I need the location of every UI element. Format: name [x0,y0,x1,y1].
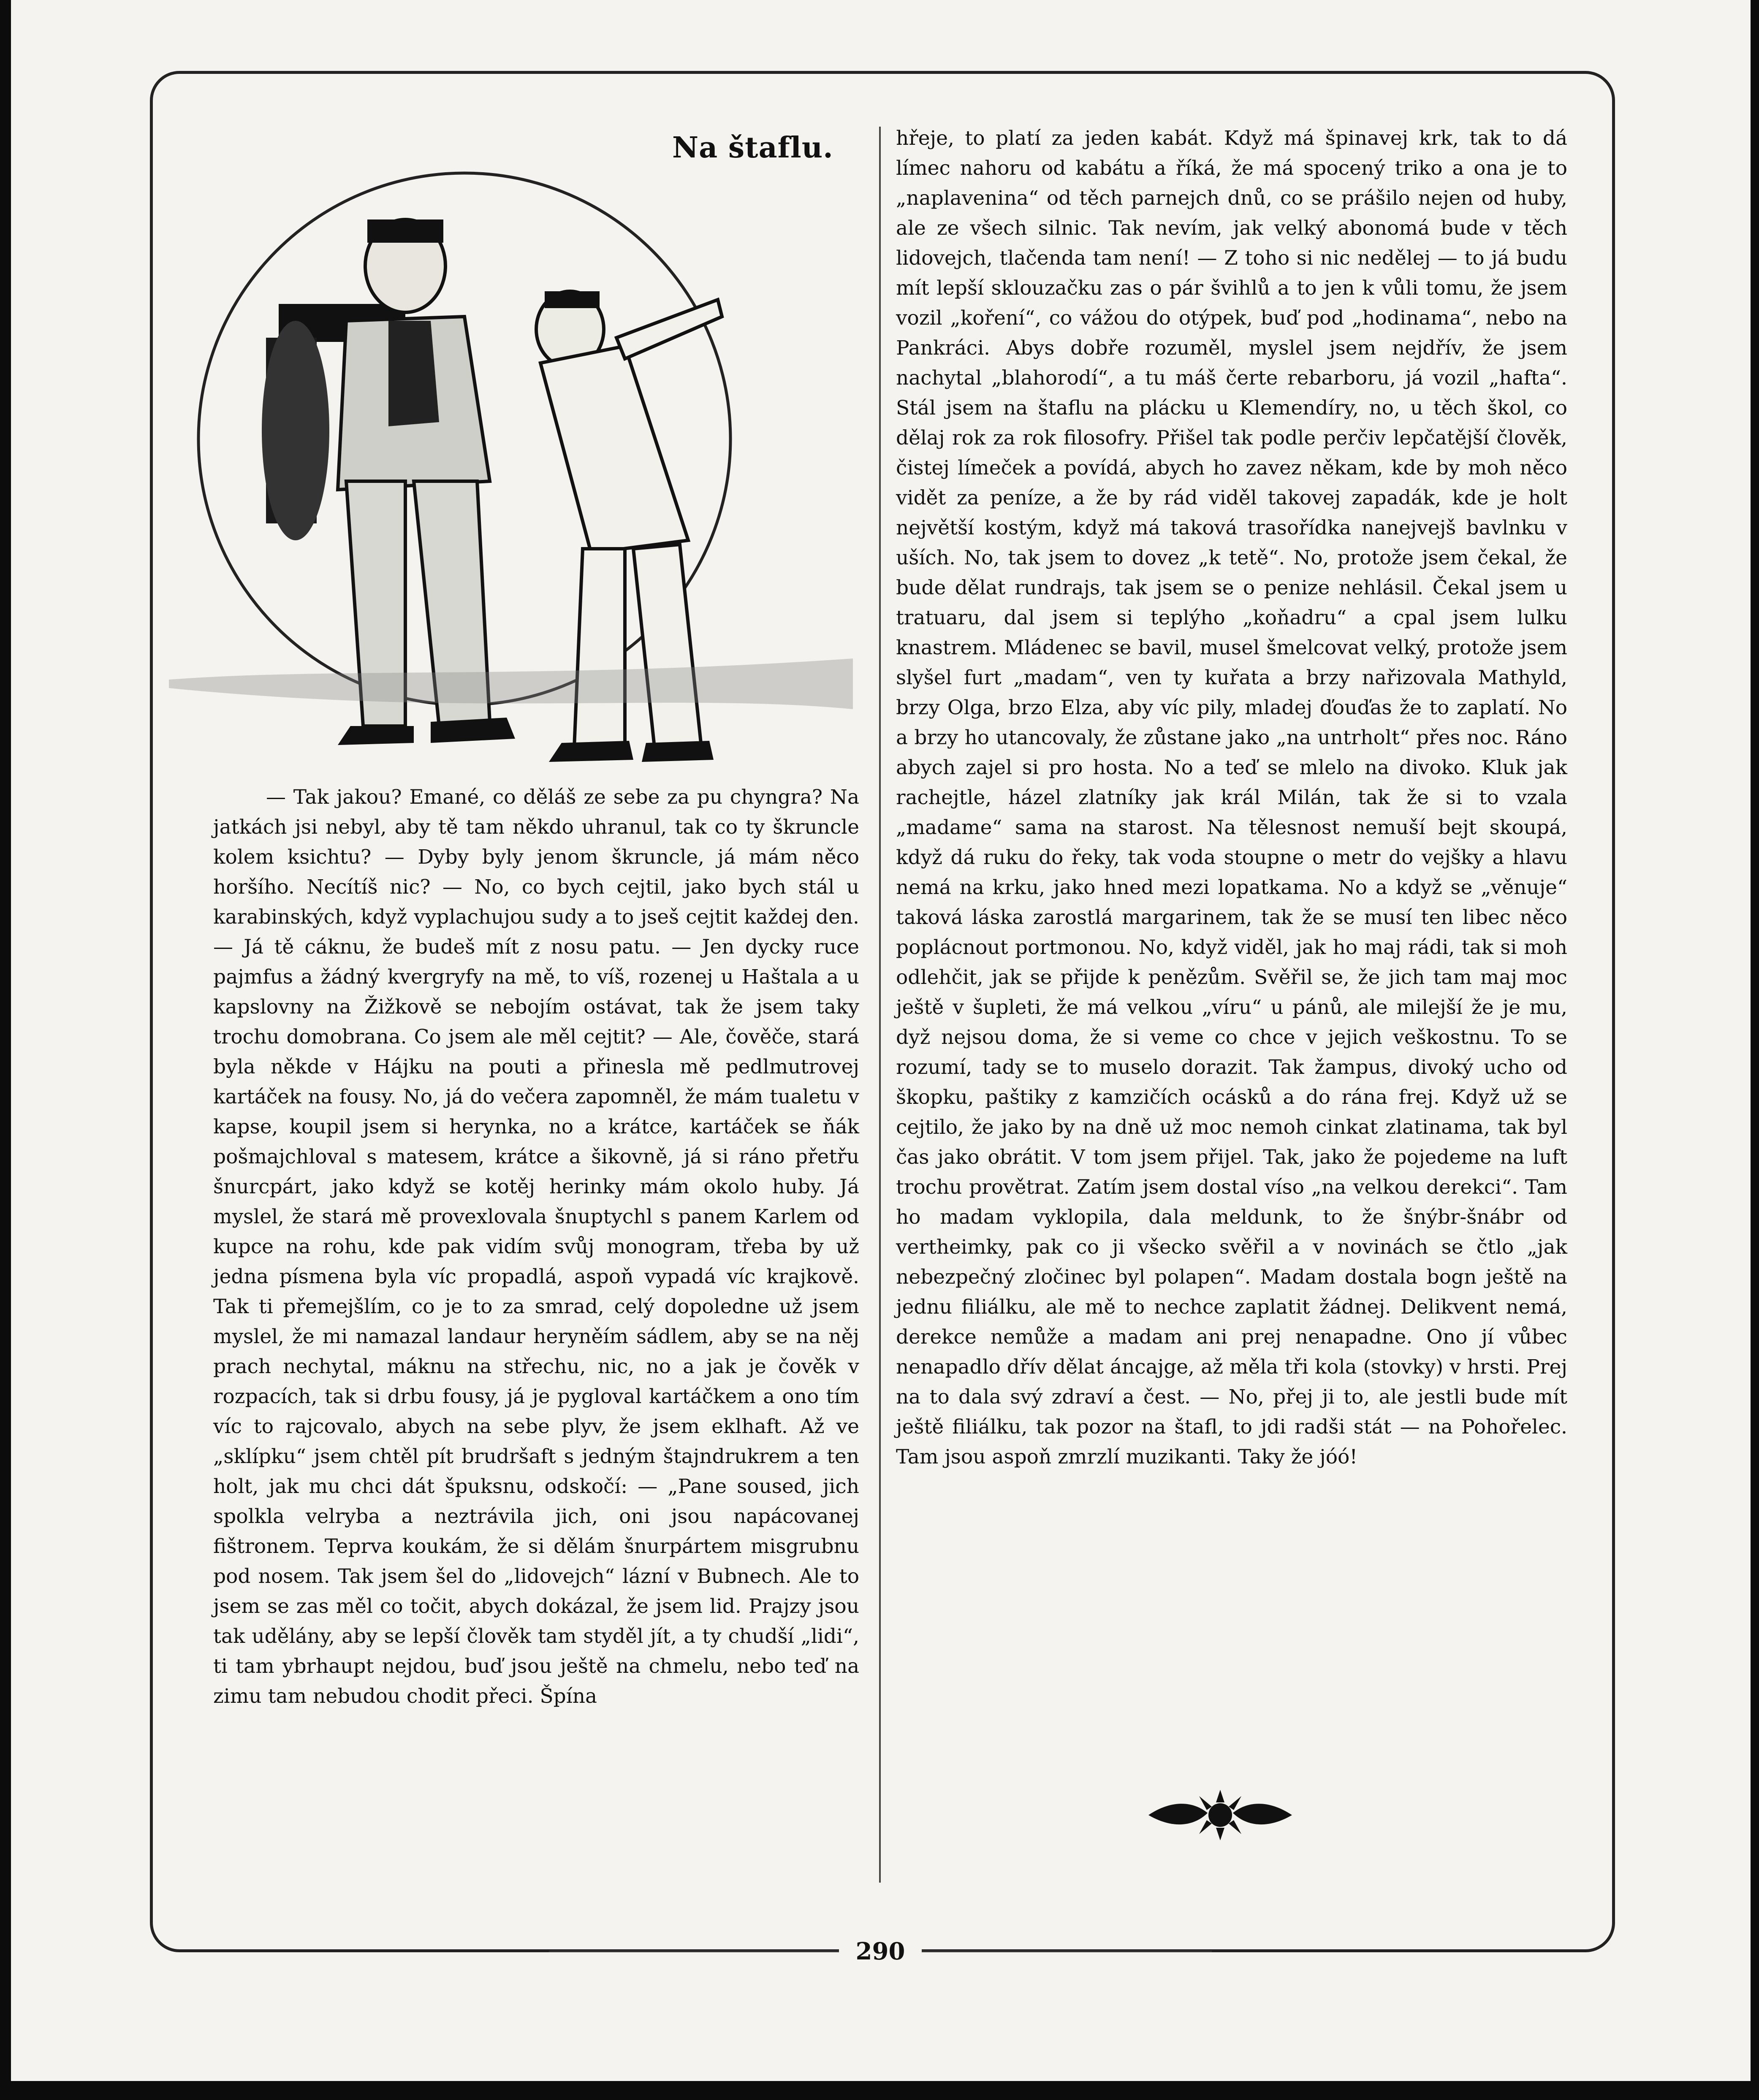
scan-edge-bottom [0,2081,1759,2100]
scan-edge-right [1751,0,1759,2100]
illustration-two-men [169,160,853,772]
footer-rule-left [549,1951,839,1952]
article-text-right-column [896,123,1567,1472]
column-divider [879,127,881,1883]
illustration-ground-shadow [169,658,853,709]
right-column-paragraph: hřeje, to platí za jeden kabát. Když má špinavej krk, tak to dá límec nahoru od kabátu a říká, že má spocený triko a ona je to „naplavenina“ od těch parnejch dnů, co se prášilo nejen od huby, ale ze všech silnic. Tak nevím, jak velký abonomá bude v těch lidovejch, tlačenda tam není! — Z toho si nic nedělej — to já budu mít lepší sklouzačku zas o pár švihlů a to jen k vůli tomu, že jsem vozil „koření“, co vážou do otýpek, buď pod „hodinama“, nebo na Pankráci. Abys dobře rozuměl, myslel jsem nejdřív, že jsem nachytal „blahorodí“, a tu máš čerte rebarboru, já vozil „hafta“. Stál jsem na štaflu na plácku u Klemendíry, no, u těch škol, co dělaj rok za rok filosofry. Přišel tak podle perčiv lepčatější člověk, čistej límeček a povídá, abych ho zavez někam, kde by moh něco vidět za peníze, a že by rád viděl takovej zapadák, kde je holt největší kostým, když má taková trasořídka nanejvejš bavlnku v uších. No, tak jsem to dovez „k tetě“. No, protože jsem čekal, že bude dělat rundrajs, tak jsem se o penize nehlásil. Čekal jsem u tratuaru, dal jsem si teplýho „koňadru“ a cpal jsem lulku knastrem. Mládenec se bavil, musel šmelcovat velký, protože jsem slyšel furt „madam“, ven ty kuřata a brzy nařizovala Mathyld, brzy Olga, brzo Elza, aby víc pily, mladej ďouďas že to zaplatí. No a brzy ho utancovaly, že zůstane jako „na untrholt“ přes noc. Ráno abych zajel si pro hosta. No a teď se mlelo na divoko. Kluk jak rachejtle, házel zlatníky jak král Milán, tak že si to vzala „madame“ sama na starost. Na tělesnost nemuší bejt skoupá, když dá ruku do řeky, tak voda stoupne o metr do vejšky a hlavu nemá na krku, jako hned mezi lopatkama. No a když se „věnuje“ taková láska zarostlá margarinem, tak že se musí ten libec něco poplácnout portmonou. No, když viděl, jak ho maj rádi, tak si moh odlehčit, jak se přijde k penězům. Svěřil se, že jich tam maj moc ještě v šupleti, že má velkou „víru“ u pánů, ale milejší že je mu, dyž nejsou doma, že si veme co chce v jejich veškostnu. To se rozumí, tady se to muselo dorazit. Tak žampus, divoký ucho od škopku, paštiky z kamzičích ocásků a do rána frej. Když už se cejtilo, že jako by na dně už moc nemoh cinkat zlatinama, tak byl čas jako obrátit. V tom jsem přijel. Tak, jako že pojedeme na luft trochu provětrat. Zatím jsem dostal víso „na velkou derekci“. Tam ho madam vyklopila, dala meldunk, to že šnýbr-šnábr od vertheimky, pak co ji všecko svěřil a v novinách se čtlo „jak nebezpečný zločinec byl polapen“. Madam dostala bogn ještě na jednu filiálku, ale mě to nechce zaplatit žádnej. Delikvent nemá, derekce nemůže a madam ani prej nenapadne. Ono jí vůbec nenapadlo dřív dělat áncajge, až měla tři kola (stovky) v hrsti. Prej na to dala svý zdraví a čest. — No, přej ji to, ale jestli bude mít ještě filiálku, tak pozor na štafl, to jdi radši stát — na Pohořelec. Tam jsou aspoň zmrzlí muzikanti. Taky že jóó! [896,127,1567,1469]
sun-ornament-icon [1140,1786,1300,1845]
page-footer [549,1932,1212,1970]
footer-rule-right [922,1951,1212,1952]
illustration-man-left [338,219,515,745]
scan-edge-left [0,0,11,2100]
article-text-left-column [213,782,859,1711]
illustration-wheel [262,321,329,540]
left-column-paragraph: — Tak jakou? Emané, co děláš ze sebe za pu chyngra? Na jatkách jsi nebyl, aby tě tam někdo uhranul, tak co ty škruncle kolem ksichtu? — Dyby byly jenom škruncle, já mám něco horšího. Necítíš nic? — No, co bych cejtil, jako bych stál u karabinských, když vyplachujou sudy a to jseš cejtit každej den. — Já tě cáknu, že budeš mít z nosu patu. — Jen dycky ruce pajmfus a žádný kvergryfy na mě, to víš, rozenej u Haštala a u kapslovny na Žižkově se nebojím ostávat, tak že jsem taky trochu domobrana. Co jsem ale měl cejtit? — Ale, čověče, stará byla někde v Hájku na pouti a přinesla mě pedlmutrovej kartáček na fousy. No, já do večera zapomněl, že mám tualetu v kapse, koupil jsem si herynka, no a krátce, kartáček se ňák pošmajchloval s matesem, krátce a šikovně, já si ráno přetřu šnurcpárt, jako když se kotěj herinky mám okolo huby. Já myslel, že stará mě provexlovala šnuptychl s panem Karlem od kupce na rohu, kde pak vidím svůj monogram, třeba by už jedna písmena byla víc propadlá, aspoň vypadá víc krajkově. Tak ti přemejšlím, co je to za smrad, celý dopoledne už jsem myslel, že mi namazal landaur heryněím sádlem, aby se na něj prach nechytal, máknu na střechu, nic, no a jak je čověk v rozpacích, tak si drbu fousy, já je pygloval kartáčkem a ono tím víc to rajcovalo, abych na sebe plyv, že jsem eklhaft. Až ve „sklípku“ jsem chtěl pít brudršaft s jedným štajndrukrem a ten holt, jak mu chci dát špuksnu, odskočí: — „Pane soused, jich spolkla velryba a neztrávila jich, oni jsou napácovanej fištronem. Teprva koukám, že si dělám šnurpártem misgrubnu pod nosem. Tak jsem šel do „lidovejch“ lázní v Bubnech. Ale to jsem se zas měl co točit, abych dokázal, že jsem lid. Prajzy jsou tak udělány, aby se lepší člověk tam styděl jít, a ty chudší „lidi“, ti tam ybrhaupt nejdou, buď jsou ještě na chmelu, nebo teď na zimu tam nebudou chodit přeci. Špína [213,786,859,1708]
article-title: Na štaflu. [672,131,833,165]
page-number: 290 [839,1937,922,1965]
